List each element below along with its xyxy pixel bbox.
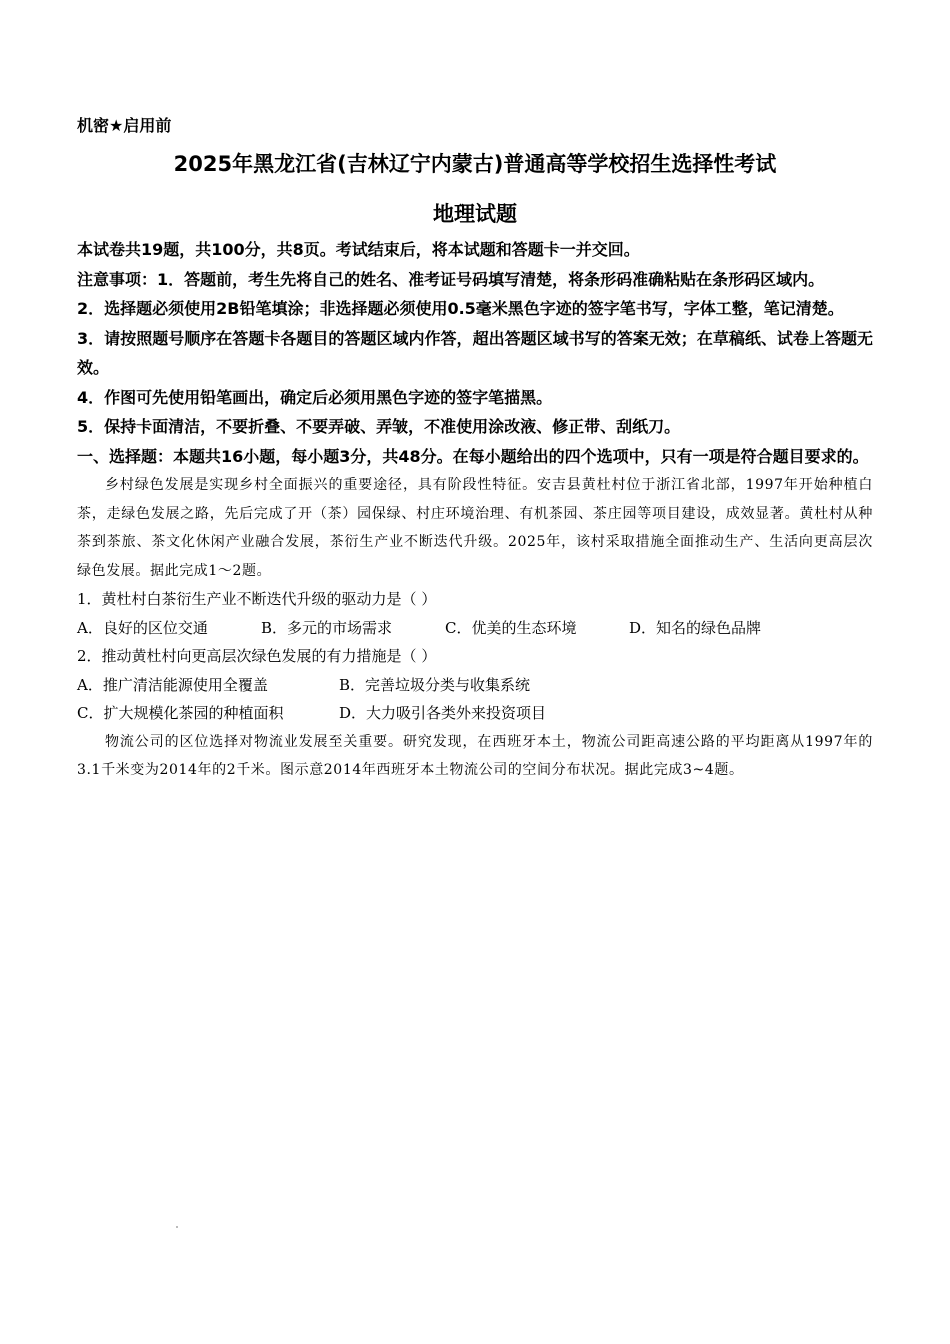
q2-option-c: C．扩大规模化茶园的种植面积	[77, 704, 284, 722]
page-dot	[176, 1226, 178, 1228]
q2-option-a: A．推广清洁能源使用全覆盖	[77, 675, 268, 694]
q2-option-d: D．大力吸引各类外来投资项目	[339, 704, 547, 722]
question-2-options-row-2	[77, 699, 873, 728]
q1-option-c: C．优美的生态环境	[445, 618, 577, 637]
notice-5: 5．保持卡面清洁，不要折叠、不要弄破、弄皱，不准使用涂改液、修正带、刮纸刀。	[77, 417, 681, 436]
q1-option-a: A．良好的区位交通	[77, 618, 208, 637]
exam-intro: 本试卷共19题，共100分，共8页。考试结束后，将本试题和答题卡一并交回。	[77, 240, 640, 259]
notice-2: 2．选择题必须使用2B铅笔填涂；非选择题必须使用0.5毫米黑色字迹的签字笔书写，字体工整，笔记清楚。	[77, 299, 844, 318]
question-2-options-row-1	[77, 671, 873, 700]
passage-2: 物流公司的区位选择对物流业发展至关重要。研究发现，在西班牙本土，物流公司距高速公路的平均距离从1997年的3.1千米变为2014年的2千米。图示意2014年西班牙本土物流公司的空间分布状况。据此完成3~4题。	[77, 733, 873, 778]
notice-1: 注意事项：1．答题前，考生先将自己的姓名、准考证号码填写清楚，将条形码准确粘贴在条形码区域内。	[77, 269, 825, 289]
q2-option-b: B．完善垃圾分类与收集系统	[339, 675, 531, 694]
q1-option-b: B．多元的市场需求	[261, 618, 393, 637]
notice-4: 4．作图可先使用铅笔画出，确定后必须用黑色字迹的签字笔描黑。	[77, 387, 553, 407]
notice-3: 3．请按照题号顺序在答题卡各题目的答题区域内作答，超出答题区域书写的答案无效；在草稿纸、试卷上答题无效。	[77, 328, 873, 377]
confidential-label: 机密★启用前	[77, 116, 172, 135]
exam-subtitle: 地理试题	[433, 202, 517, 226]
page-content	[77, 115, 873, 785]
question-2-stem: 2．推动黄杜村向更高层次绿色发展的有力措施是（ ）	[77, 647, 437, 665]
question-1-stem: 1．黄杜村白茶衍生产业不断迭代升级的驱动力是（ ）	[77, 590, 437, 608]
question-1-options	[77, 614, 873, 643]
passage-1: 乡村绿色发展是实现乡村全面振兴的重要途径，具有阶段性特征。安吉县黄杜村位于浙江省北部，1997年开始种植白茶，走绿色发展之路，先后完成了开（茶）园保绿、村庄环境治理、有机茶园、茶庄园等项目建设，成效显著。黄杜村从种茶到茶旅、茶文化休闲产业融合发展，茶衍生产业不断迭代升级。2025年，该村采取措施全面推动生产、生活向更高层次绿色发展。据此完成1～2题。	[77, 477, 873, 579]
section-one-heading: 一、选择题：本题共16小题，每小题3分，共48分。在每小题给出的四个选项中，只有一项是符合题目要求的。	[77, 446, 869, 466]
exam-title: 2025年黑龙江省(吉林辽宁内蒙古)普通高等学校招生选择性考试	[173, 152, 777, 176]
q1-option-d: D．知名的绿色品牌	[629, 618, 762, 637]
